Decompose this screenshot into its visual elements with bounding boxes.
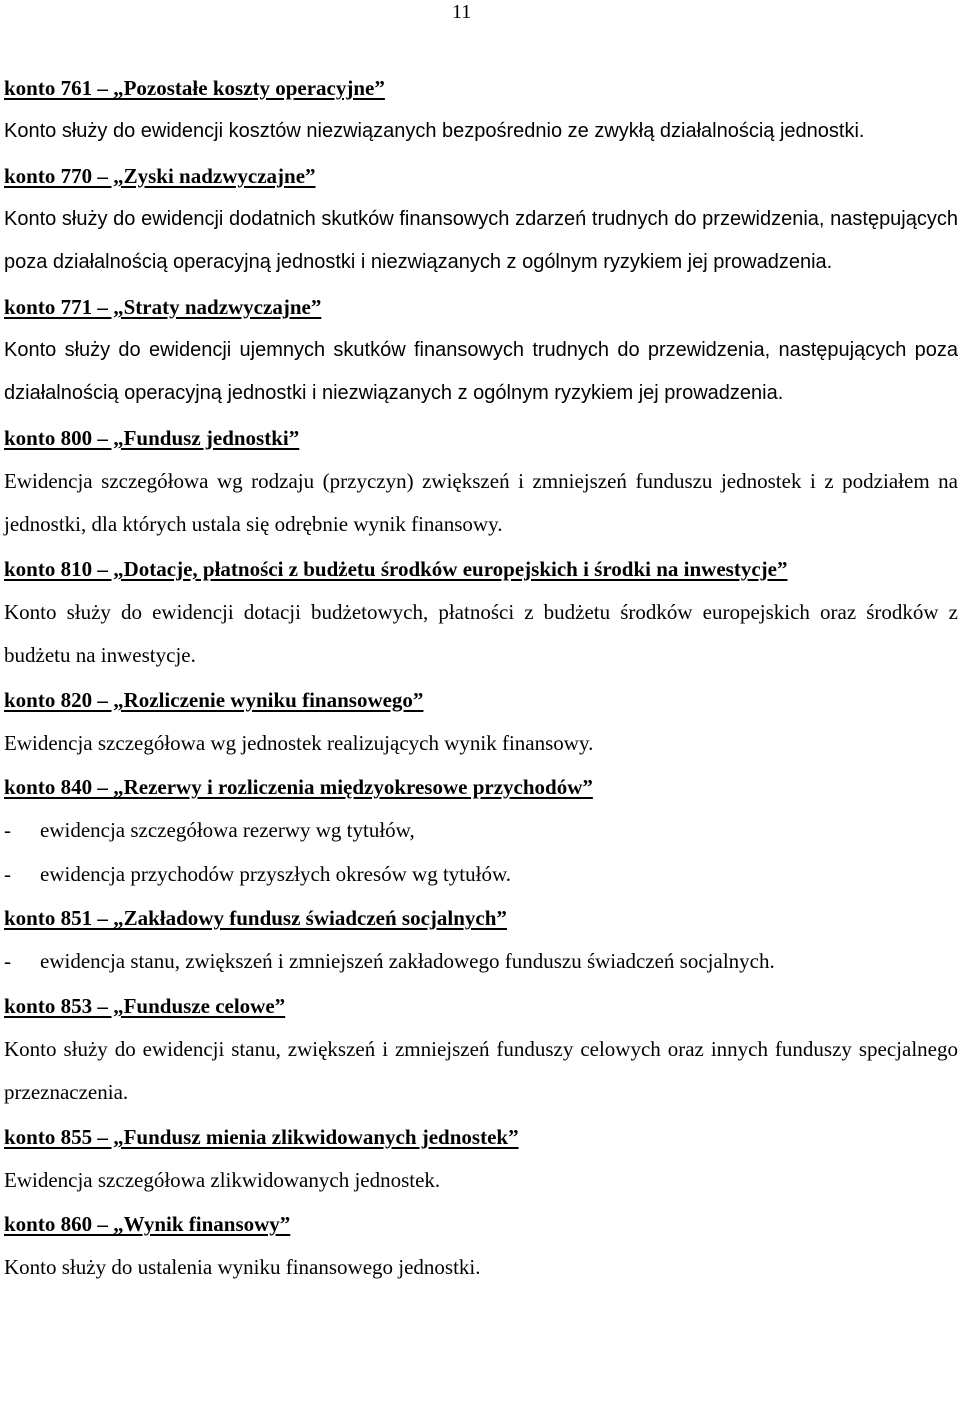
section-heading: konto 761 – „Pozostałe koszty operacyjne” xyxy=(4,76,385,100)
section-heading: konto 820 – „Rozliczenie wyniku finansowego” xyxy=(4,687,424,712)
list-item xyxy=(4,809,958,853)
section-paragraph: Konto służy do ewidencji dodatnich skutków finansowych zdarzeń trudnych do przewidzenia, następujących poza działalnością operacyjną jednostki i niezwiązanych z ogólnym ryzykiem jej prowadzenia. xyxy=(4,207,958,273)
section-konto-761 xyxy=(4,66,958,154)
section-paragraph: Konto służy do ewidencji dotacji budżetowych, płatności z budżetu środków europejskich oraz środków z budżetu na inwestycje. xyxy=(4,599,958,667)
page-number: 11 xyxy=(452,1,472,23)
bullet-marker: - xyxy=(4,861,11,886)
section-heading: konto 860 – „Wynik finansowy” xyxy=(4,1212,291,1236)
section-konto-851 xyxy=(4,896,958,984)
section-heading: konto 800 – „Fundusz jednostki” xyxy=(4,425,300,450)
section-konto-820 xyxy=(4,678,958,766)
bullet-marker: - xyxy=(4,818,11,842)
section-paragraph: Konto służy do ewidencji kosztów niezwiązanych bezpośrednio ze zwykłą działalnością jednostki. xyxy=(4,120,865,142)
section-konto-860 xyxy=(4,1202,958,1290)
bullet-marker: - xyxy=(4,949,11,973)
section-heading: konto 851 – „Zakładowy fundusz świadczeń socjalnych” xyxy=(4,906,507,930)
section-heading: konto 770 – „Zyski nadzwyczajne” xyxy=(4,163,316,188)
section-heading: konto 771 – „Straty nadzwyczajne” xyxy=(4,294,322,319)
section-konto-855 xyxy=(4,1115,958,1203)
section-paragraph: Ewidencja szczegółowa zlikwidowanych jednostek. xyxy=(4,1167,441,1192)
section-paragraph: Konto służy do ewidencji stanu, zwiększeń i zmniejszeń funduszy celowych oraz innych funduszy specjalnego przeznaczenia. xyxy=(4,1036,958,1104)
section-heading: konto 810 – „Dotacje, płatności z budżetu środków europejskich i środki na inwestycje” xyxy=(4,556,788,581)
section-heading: konto 853 – „Fundusze celowe” xyxy=(4,993,286,1018)
list-item xyxy=(4,940,958,984)
section-paragraph: Ewidencja szczegółowa wg rodzaju (przyczyn) zwiększeń i zmniejszeń funduszu jednostek i z podziałem na jednostki, dla których ustala się odrębnie wynik finansowy. xyxy=(4,468,958,536)
section-konto-800 xyxy=(4,416,958,547)
list-item-text: ewidencja stanu, zwiększeń i zmniejszeń zakładowego funduszu świadczeń socjalnych. xyxy=(40,949,775,973)
section-konto-853 xyxy=(4,984,958,1115)
section-paragraph: Konto służy do ustalenia wyniku finansowego jednostki. xyxy=(4,1255,481,1279)
section-konto-810 xyxy=(4,547,958,678)
list-item-text: ewidencja przychodów przyszłych okresów wg tytułów. xyxy=(40,861,512,886)
list-item xyxy=(4,853,958,897)
section-konto-771 xyxy=(4,285,958,416)
document-body xyxy=(4,66,958,1290)
section-konto-840 xyxy=(4,765,958,896)
section-heading: konto 855 – „Fundusz mienia zlikwidowanych jednostek” xyxy=(4,1124,519,1149)
list-item-text: ewidencja szczegółowa rezerwy wg tytułów, xyxy=(40,818,415,842)
section-heading: konto 840 – „Rezerwy i rozliczenia międzyokresowe przychodów” xyxy=(4,775,593,799)
section-konto-770 xyxy=(4,154,958,285)
section-paragraph: Konto służy do ewidencji ujemnych skutków finansowych trudnych do przewidzenia, następujących poza działalnością operacyjną jednostki i niezwiązanych z ogólnym ryzykiem jej prowadzenia. xyxy=(4,338,958,404)
section-paragraph: Ewidencja szczegółowa wg jednostek realizujących wynik finansowy. xyxy=(4,730,594,755)
